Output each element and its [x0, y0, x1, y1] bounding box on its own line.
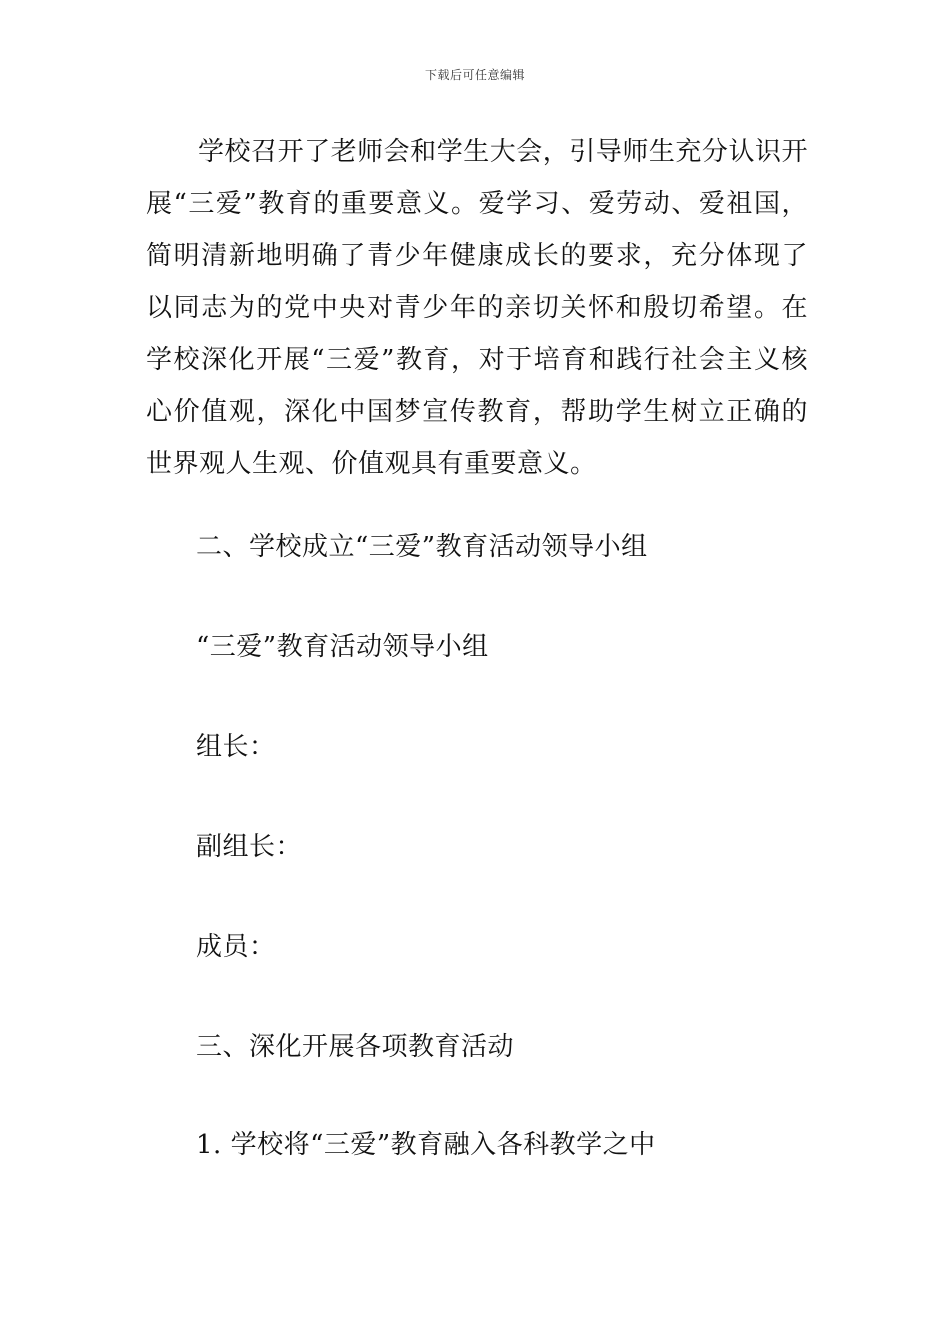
item-one: 1. 学校将“三爱”教育融入各科教学之中	[196, 1130, 656, 1160]
section-three-heading: 三、深化开展各项教育活动	[196, 1032, 515, 1062]
members-label: 成员：	[196, 932, 276, 962]
section-two-heading: 二、学校成立“三爱”教育活动领导小组	[196, 532, 648, 562]
download-note: 下载后可任意编辑	[424, 68, 525, 82]
group-title: “三爱”教育活动领导小组	[196, 632, 489, 662]
leader-label: 组长：	[196, 732, 276, 762]
intro-paragraph: 学校召开了老师会和学生大会，引导师生充分认识开展“三爱”教育的重要意义。爱学习、爱劳动、爱祖国，简明清新地明确了青少年健康成长的要求，充分体现了以同志为的党中央对青少年的亲切关怀和殷切希望。在学校深化开展“三爱”教育，对于培育和践行社会主义核心价值观，深化中国梦宣传教育，帮助学生树立正确的世界观人生观、价值观具有重要意义。	[146, 137, 808, 479]
deputy-leader-label: 副组长：	[196, 832, 303, 862]
